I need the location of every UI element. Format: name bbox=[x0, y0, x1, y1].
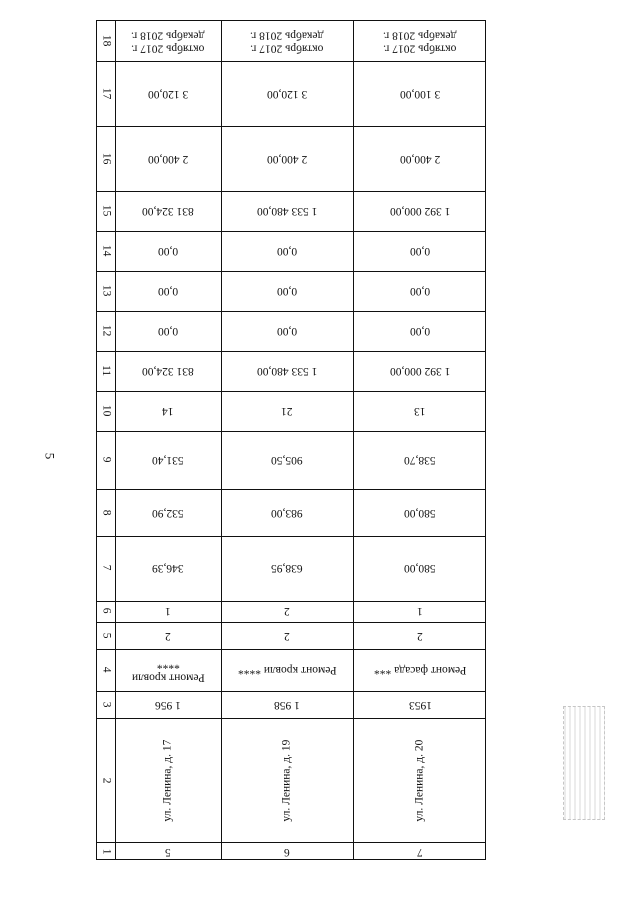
row-7-col-6-text: 1 bbox=[417, 605, 423, 618]
row-7-col-8 bbox=[353, 489, 487, 535]
row-6-col-2-text: ул. Ленина, д. 19 bbox=[280, 739, 293, 822]
row-7-col-16 bbox=[353, 126, 487, 191]
row-6-col-7-text: 638,95 bbox=[271, 562, 303, 575]
row-5-col-7-text: 346,39 bbox=[152, 562, 184, 575]
column-number-8-text: 8 bbox=[100, 509, 113, 516]
row-7-col-17 bbox=[353, 61, 487, 126]
row-5-col-16 bbox=[115, 126, 221, 191]
column-number-11 bbox=[97, 351, 115, 391]
column-number-4-text: 4 bbox=[100, 667, 113, 673]
column-number-12 bbox=[97, 311, 115, 351]
row-6-col-18-text: октябрь 2017 г. декабрь 2018 г. bbox=[250, 28, 324, 55]
column-number-16-text: 16 bbox=[100, 152, 113, 165]
column-number-15-text: 15 bbox=[100, 205, 113, 217]
column-number-10 bbox=[97, 391, 115, 431]
row-5-col-11 bbox=[115, 351, 221, 391]
row-5-col-15-text: 831 324,00 bbox=[142, 205, 194, 218]
row-7-col-9 bbox=[353, 431, 487, 490]
row-5-col-2-text: ул. Ленина, д. 17 bbox=[161, 739, 174, 822]
row-7-col-1 bbox=[353, 842, 487, 861]
column-number-5 bbox=[97, 622, 115, 649]
column-number-16 bbox=[97, 126, 115, 191]
row-5-col-8-text: 532,90 bbox=[152, 507, 184, 519]
column-number-13-text: 13 bbox=[100, 285, 113, 297]
row-5-col-10-text: 14 bbox=[162, 405, 174, 418]
column-number-3-text: 3 bbox=[100, 701, 113, 708]
column-number-18 bbox=[97, 21, 115, 61]
row-7-col-3 bbox=[353, 691, 487, 718]
row-6-col-3-text: 1 958 bbox=[274, 699, 300, 712]
column-number-10-text: 10 bbox=[100, 404, 113, 417]
row-6-col-12-text: 0,00 bbox=[276, 325, 298, 338]
row-7-col-8-text: 580,00 bbox=[404, 507, 436, 519]
row-7-col-16-text: 2 400,00 bbox=[399, 153, 441, 166]
row-7-col-5-text: 2 bbox=[417, 629, 423, 642]
row-7-col-11 bbox=[353, 351, 487, 391]
row-7-col-2 bbox=[353, 718, 487, 842]
row-5-col-18 bbox=[115, 21, 221, 61]
row-7-col-14-text: 0,00 bbox=[409, 245, 431, 258]
column-number-2 bbox=[97, 718, 115, 842]
row-5-col-17-text: 3 120,00 bbox=[147, 88, 189, 101]
column-number-18-text: 18 bbox=[100, 35, 113, 47]
row-5-col-12 bbox=[115, 311, 221, 351]
row-7-col-5 bbox=[353, 622, 487, 649]
column-number-15 bbox=[97, 191, 115, 231]
row-5-col-9-text: 531,40 bbox=[152, 454, 184, 467]
row-6-col-17-text: 3 120,00 bbox=[266, 88, 308, 101]
row-5-col-16-text: 2 400,00 bbox=[147, 153, 189, 166]
row-5-col-14-text: 0,00 bbox=[157, 245, 179, 258]
row-6-col-14-text: 0,00 bbox=[276, 245, 298, 258]
row-6-col-6 bbox=[221, 601, 353, 622]
row-6-col-11 bbox=[221, 351, 353, 391]
row-7-col-7-text: 580,00 bbox=[404, 562, 436, 575]
row-7-col-4 bbox=[353, 649, 487, 691]
row-5-col-8 bbox=[115, 489, 221, 535]
row-7-col-15-text: 1 392 000,00 bbox=[389, 205, 451, 218]
row-5-col-6 bbox=[115, 601, 221, 622]
row-5-col-3 bbox=[115, 691, 221, 718]
row-7-col-18-text: октябрь 2017 г. декабрь 2018 г. bbox=[383, 28, 457, 55]
row-6-col-12 bbox=[221, 311, 353, 351]
row-6-col-14 bbox=[221, 231, 353, 271]
column-number-17-text: 17 bbox=[100, 87, 113, 100]
column-number-5-text: 5 bbox=[100, 632, 113, 639]
row-5-col-6-text: 1 bbox=[165, 605, 171, 618]
row-5-col-13 bbox=[115, 271, 221, 311]
row-7-col-10 bbox=[353, 391, 487, 431]
row-5-col-4 bbox=[115, 649, 221, 691]
row-5-col-14 bbox=[115, 231, 221, 271]
archive-stamp bbox=[563, 706, 605, 820]
row-5-col-5 bbox=[115, 622, 221, 649]
row-6-col-5 bbox=[221, 622, 353, 649]
row-7-col-4-text: Ремонт фасада *** bbox=[373, 664, 467, 677]
row-7-col-14 bbox=[353, 231, 487, 271]
row-6-col-16-text: 2 400,00 bbox=[266, 153, 308, 166]
column-number-7 bbox=[97, 536, 115, 601]
column-number-14 bbox=[97, 231, 115, 271]
row-5-col-11-text: 831 324,00 bbox=[142, 365, 194, 378]
row-6-col-15 bbox=[221, 191, 353, 231]
row-6-col-4-text: Ремонт кровли **** bbox=[237, 664, 337, 677]
row-6-col-3 bbox=[221, 691, 353, 718]
row-6-col-10 bbox=[221, 391, 353, 431]
column-number-9 bbox=[97, 431, 115, 490]
column-number-8 bbox=[97, 489, 115, 535]
row-7-col-13 bbox=[353, 271, 487, 311]
column-number-6-text: 6 bbox=[100, 608, 113, 614]
row-6-col-5-text: 2 bbox=[284, 629, 290, 642]
row-5-col-18-text: октябрь 2017 г. декабрь 2018 г. bbox=[131, 28, 205, 55]
row-7-col-10-text: 13 bbox=[414, 405, 426, 418]
row-7-col-1-text: 7 bbox=[417, 846, 423, 859]
row-6-col-4 bbox=[221, 649, 353, 691]
row-6-col-6-text: 2 bbox=[284, 605, 290, 618]
row-6-col-16 bbox=[221, 126, 353, 191]
row-6-col-13 bbox=[221, 271, 353, 311]
row-6-col-18 bbox=[221, 21, 353, 61]
column-number-14-text: 14 bbox=[100, 245, 113, 257]
column-number-17 bbox=[97, 61, 115, 126]
row-6-col-7 bbox=[221, 536, 353, 601]
row-5-col-3-text: 1 956 bbox=[155, 699, 181, 712]
row-7-col-17-text: 3 100,00 bbox=[399, 88, 441, 101]
row-6-col-10-text: 21 bbox=[281, 405, 293, 418]
row-5-col-9 bbox=[115, 431, 221, 490]
column-number-12-text: 12 bbox=[100, 324, 113, 337]
column-number-13 bbox=[97, 271, 115, 311]
row-5-col-13-text: 0,00 bbox=[157, 285, 179, 298]
row-7-col-11-text: 1 392 000,00 bbox=[389, 365, 451, 378]
row-6-col-13-text: 0,00 bbox=[276, 285, 298, 298]
capital-repair-table bbox=[96, 20, 486, 860]
row-5-col-12-text: 0,00 bbox=[157, 325, 179, 338]
row-6-col-1 bbox=[221, 842, 353, 861]
row-5-col-7 bbox=[115, 536, 221, 601]
row-6-col-9 bbox=[221, 431, 353, 490]
column-number-4 bbox=[97, 649, 115, 691]
row-7-col-15 bbox=[353, 191, 487, 231]
column-number-11-text: 11 bbox=[100, 365, 113, 377]
row-5-col-17 bbox=[115, 61, 221, 126]
row-6-col-1-text: 6 bbox=[284, 846, 290, 859]
row-5-col-1 bbox=[115, 842, 221, 861]
row-5-col-2 bbox=[115, 718, 221, 842]
row-6-col-17 bbox=[221, 61, 353, 126]
row-5-col-4-text: Ремонт кровли **** bbox=[131, 657, 205, 684]
column-number-9-text: 9 bbox=[100, 457, 113, 463]
row-7-col-18 bbox=[353, 21, 487, 61]
row-5-col-10 bbox=[115, 391, 221, 431]
row-6-col-8-text: 983,00 bbox=[271, 507, 303, 519]
column-number-1-text: 1 bbox=[100, 848, 113, 855]
row-5-col-1-text: 5 bbox=[165, 846, 171, 859]
column-number-6 bbox=[97, 601, 115, 622]
row-7-col-7 bbox=[353, 536, 487, 601]
row-7-col-6 bbox=[353, 601, 487, 622]
column-number-2-text: 2 bbox=[100, 777, 113, 783]
row-6-col-11-text: 1 533 480,00 bbox=[256, 365, 318, 378]
row-7-col-13-text: 0,00 bbox=[409, 285, 431, 298]
row-6-col-8 bbox=[221, 489, 353, 535]
row-7-col-12 bbox=[353, 311, 487, 351]
row-7-col-2-text: ул. Ленина, д. 20 bbox=[413, 739, 426, 822]
row-7-col-12-text: 0,00 bbox=[409, 325, 431, 338]
column-number-7-text: 7 bbox=[100, 565, 113, 571]
row-5-col-5-text: 2 bbox=[165, 629, 171, 642]
row-5-col-15 bbox=[115, 191, 221, 231]
row-6-col-15-text: 1 533 480,00 bbox=[256, 205, 318, 218]
page-number: 5 bbox=[42, 452, 58, 460]
column-number-1 bbox=[97, 842, 115, 861]
column-number-3 bbox=[97, 691, 115, 718]
row-6-col-9-text: 905,50 bbox=[271, 454, 303, 467]
row-7-col-9-text: 538,70 bbox=[404, 454, 436, 467]
row-7-col-3-text: 1953 bbox=[408, 699, 432, 712]
row-6-col-2 bbox=[221, 718, 353, 842]
